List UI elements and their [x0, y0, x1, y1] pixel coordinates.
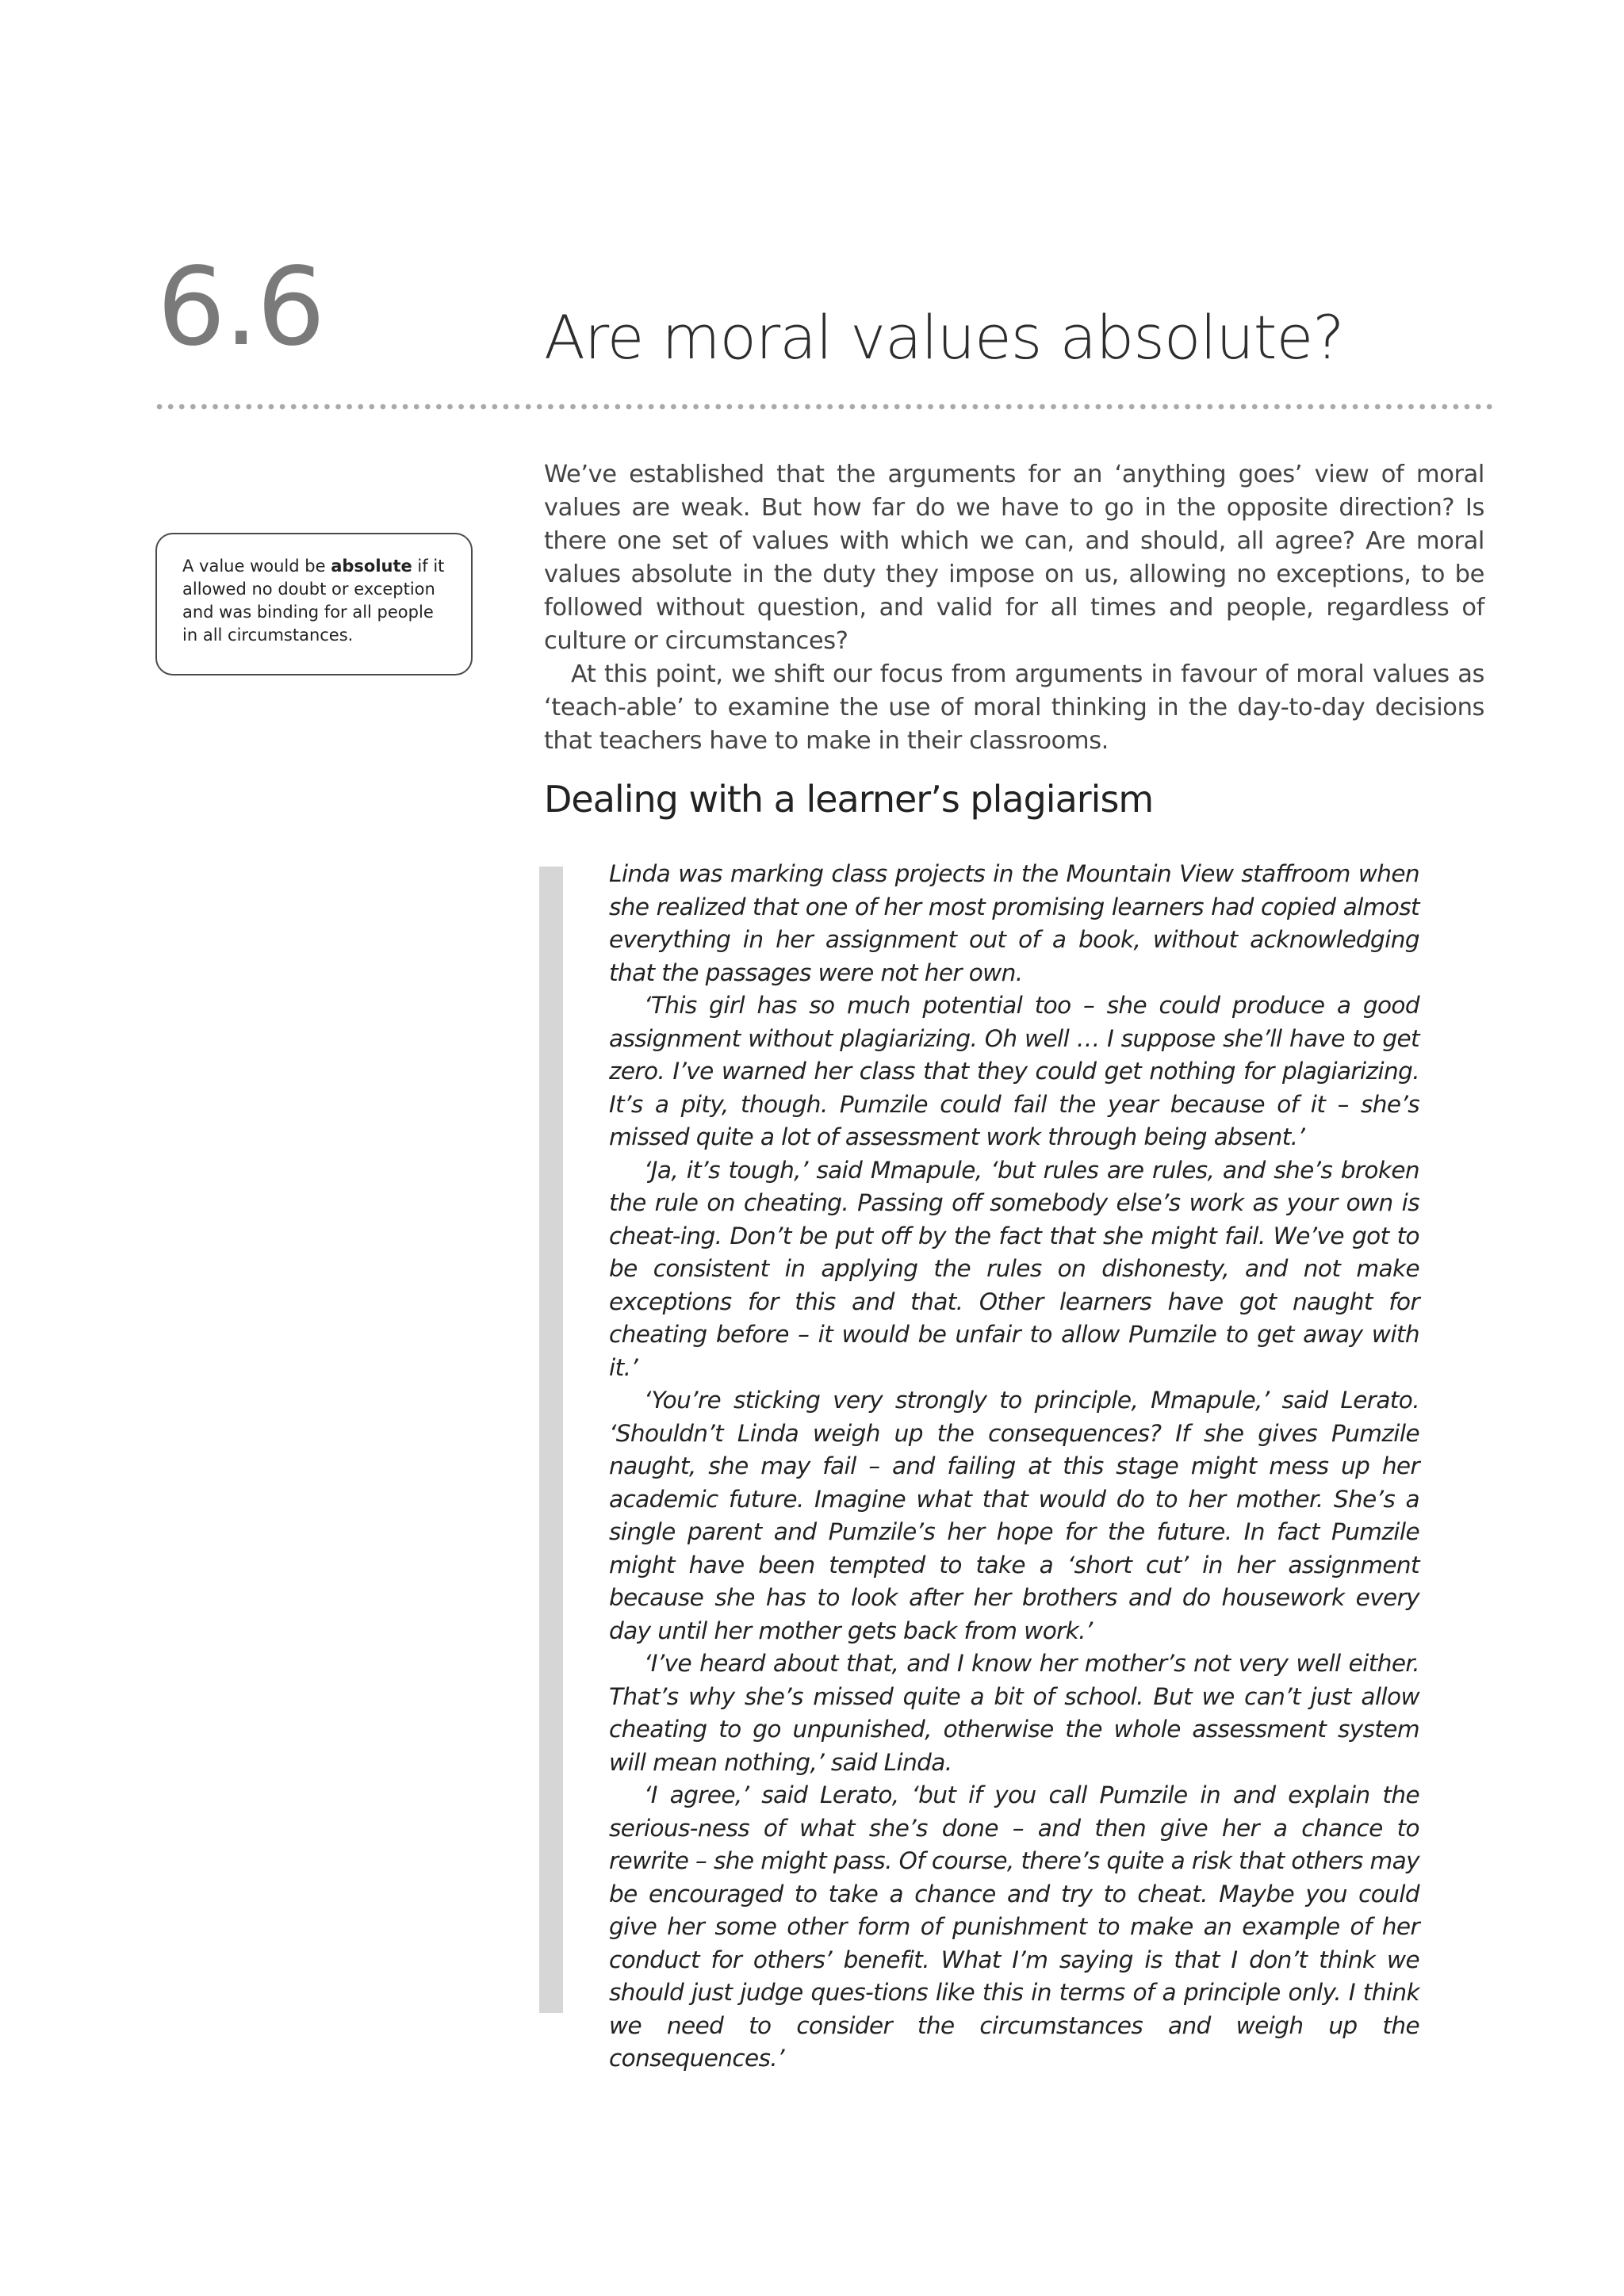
body-paragraph: We’ve established that the arguments for an ‘anything goes’ view of moral values are weak. But how far do we have to go in the opposite direction? Is there one set of values with which we can, and should, all agree? Are moral values absolute in the duty they impose on us, allowing no exceptions, to be followed without question, and valid for all times and people, regardless of culture or circumstances?	[544, 461, 1484, 655]
body-paragraph: At this point, we shift our focus from arguments in favour of moral values as ‘teach-able’ to examine the use of moral thinking in the day-to-day decisions that teachers have to make in their classrooms.	[544, 660, 1484, 755]
case-study-heading: Dealing with a learner’s plagiarism	[544, 778, 1154, 821]
case-study-side-bar	[539, 867, 563, 2013]
section-title: Are moral values absolute?	[544, 302, 1344, 373]
case-study-paragraph: ‘I’ve heard about that, and I know her mother’s not very well either. That’s why she’s missed quite a bit of school. But we can’t just allow cheating to go unpunished, otherwise the whole assessment system will mean nothing,’ said Linda.	[609, 1650, 1419, 1776]
definition-text-after: if it allowed no doubt or exception and was binding for all people in all circumstances.	[182, 557, 445, 645]
case-study-paragraph: ‘This girl has so much potential too – she could produce a good assignment without plagiarizing. Oh well … I suppose she’ll have to get zero. I’ve warned her class that they could get nothing for plagiarizing. It’s a pity, though. Pumzile could fail the year because of it – she’s missed quite a lot of assessment work through being absent.’	[609, 992, 1419, 1150]
case-study-paragraph: ‘You’re sticking very strongly to principle, Mmapule,’ said Lerato. ‘Shouldn’t Linda weigh up the consequences? If she gives Pumzile naught, she may fail – and failing at this stage might mess up her academic future. Imagine what that would do to her mother. She’s a single parent and Pumzile’s her hope for the future. In fact Pumzile might have been tempted to take a ‘short cut’ in her assignment because she has to look after her brothers and do housework every day until her mother gets back from work.’	[609, 1387, 1419, 1644]
definition-term: absolute	[331, 557, 412, 576]
case-study-paragraph: ‘I agree,’ said Lerato, ‘but if you call Pumzile in and explain the serious-ness of what she’s done – and then give her a chance to rewrite – she might pass. Of course, there’s quite a risk that others may be encouraged to take a chance and try to cheat. Maybe you could give her some other form of punishment to make an example of her conduct for others’ benefit. What I’m saying is that I don’t think we should just judge ques-tions like this in terms of a principle only. I think we need to consider the circumstances and weigh up the consequences.’	[609, 1781, 1419, 2072]
body-text	[544, 458, 1484, 758]
definition-text-before: A value would be	[182, 557, 331, 576]
section-number: 6.6	[157, 245, 324, 370]
case-study-text	[609, 858, 1419, 2076]
definition-margin-note	[155, 533, 473, 675]
case-study-paragraph: ‘Ja, it’s tough,’ said Mmapule, ‘but rules are rules, and she’s broken the rule on cheating. Passing off somebody else’s work as your own is cheat-ing. Don’t be put off by the fact that she might fail. We’ve got to be consistent in applying the rules on dishonesty, and not make exceptions for this and that. Other learners have got naught for cheating before – it would be unfair to allow Pumzile to get away with it.’	[609, 1156, 1419, 1381]
dotted-divider	[154, 404, 1492, 410]
case-study-paragraph: Linda was marking class projects in the Mountain View staffroom when she realized that one of her most promising learners had copied almost everything in her assignment out of a book, without acknowledging that the passages were not her own.	[609, 860, 1419, 986]
